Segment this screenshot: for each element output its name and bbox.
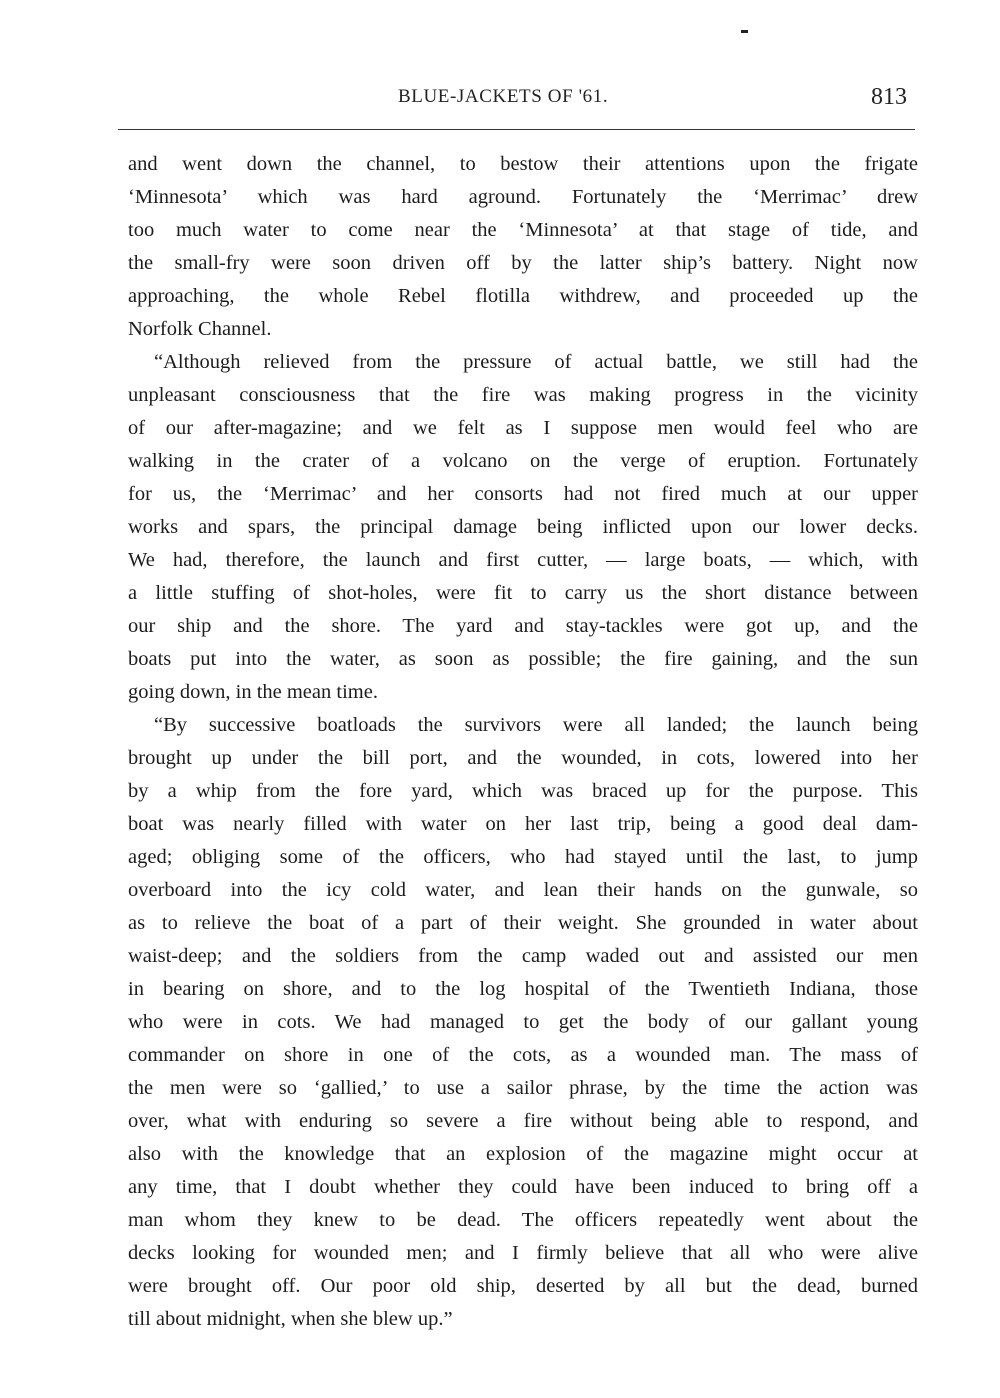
text-line: for us, the ‘Merrimac’ and her consorts had not fired much at our upper	[128, 483, 918, 505]
text-line: brought up under the bill port, and the wounded, in cots, lowered into her	[128, 747, 918, 769]
text-line: too much water to come near the ‘Minnesota’ at that stage of tide, and	[128, 219, 918, 241]
running-title: BLUE-JACKETS OF '61.	[398, 86, 609, 107]
text-line: going down, in the mean time.	[128, 681, 378, 703]
text-line: overboard into the icy cold water, and lean their hands on the gunwale, so	[128, 879, 918, 901]
text-line: commander on shore in one of the cots, as a wounded man. The mass of	[128, 1044, 918, 1066]
text-line: “Although relieved from the pressure of actual battle, we still had the	[154, 351, 918, 373]
text-line: any time, that I doubt whether they could have been induced to bring off a	[128, 1176, 918, 1198]
text-line: the men were so ‘gallied,’ to use a sailor phrase, by the time the action was	[128, 1077, 918, 1099]
running-head	[0, 84, 1000, 114]
text-line: works and spars, the principal damage being inflicted upon our lower decks.	[128, 516, 918, 538]
text-line: boat was nearly filled with water on her last trip, being a good deal dam-	[128, 813, 918, 835]
text-line: ‘Minnesota’ which was hard aground. Fortunately the ‘Merrimac’ drew	[128, 186, 918, 208]
text-line: a little stuffing of shot-holes, were fit to carry us the short distance between	[128, 582, 918, 604]
text-line: walking in the crater of a volcano on the verge of eruption. Fortunately	[128, 450, 918, 472]
text-line: till about midnight, when she blew up.”	[128, 1308, 453, 1330]
text-line: “By successive boatloads the survivors were all landed; the launch being	[154, 714, 918, 736]
paragraph-2	[128, 346, 918, 709]
scan-mark	[741, 30, 748, 33]
text-line: approaching, the whole Rebel flotilla withdrew, and proceeded up the	[128, 285, 918, 307]
text-line: by a whip from the fore yard, which was braced up for the purpose. This	[128, 780, 918, 802]
text-line: unpleasant consciousness that the fire was making progress in the vicinity	[128, 384, 918, 406]
text-line: boats put into the water, as soon as possible; the fire gaining, and the sun	[128, 648, 918, 670]
text-line: who were in cots. We had managed to get the body of our gallant young	[128, 1011, 918, 1033]
text-line: over, what with enduring so severe a fire without being able to respond, and	[128, 1110, 918, 1132]
text-line: aged; obliging some of the officers, who had stayed until the last, to jump	[128, 846, 918, 868]
text-line: in bearing on shore, and to the log hospital of the Twentieth Indiana, those	[128, 978, 918, 1000]
text-line: our ship and the shore. The yard and stay-tackles were got up, and the	[128, 615, 918, 637]
body-text	[128, 148, 918, 1336]
text-line: man whom they knew to be dead. The officers repeatedly went about the	[128, 1209, 918, 1231]
text-line: also with the knowledge that an explosion of the magazine might occur at	[128, 1143, 918, 1165]
text-line: as to relieve the boat of a part of their weight. She grounded in water about	[128, 912, 918, 934]
text-line: waist-deep; and the soldiers from the camp waded out and assisted our men	[128, 945, 918, 967]
text-line: We had, therefore, the launch and first cutter, — large boats, — which, with	[128, 549, 918, 571]
text-line: decks looking for wounded men; and I firmly believe that all who were alive	[128, 1242, 918, 1264]
text-line: and went down the channel, to bestow their attentions upon the frigate	[128, 153, 918, 175]
header-rule	[118, 129, 915, 130]
text-line: the small-fry were soon driven off by the latter ship’s battery. Night now	[128, 252, 918, 274]
text-line: of our after-magazine; and we felt as I suppose men would feel who are	[128, 417, 918, 439]
page-number: 813	[871, 84, 907, 110]
paragraph-3	[128, 709, 918, 1336]
paragraph-1	[128, 148, 918, 346]
text-line: were brought off. Our poor old ship, deserted by all but the dead, burned	[128, 1275, 918, 1297]
text-line: Norfolk Channel.	[128, 318, 272, 340]
